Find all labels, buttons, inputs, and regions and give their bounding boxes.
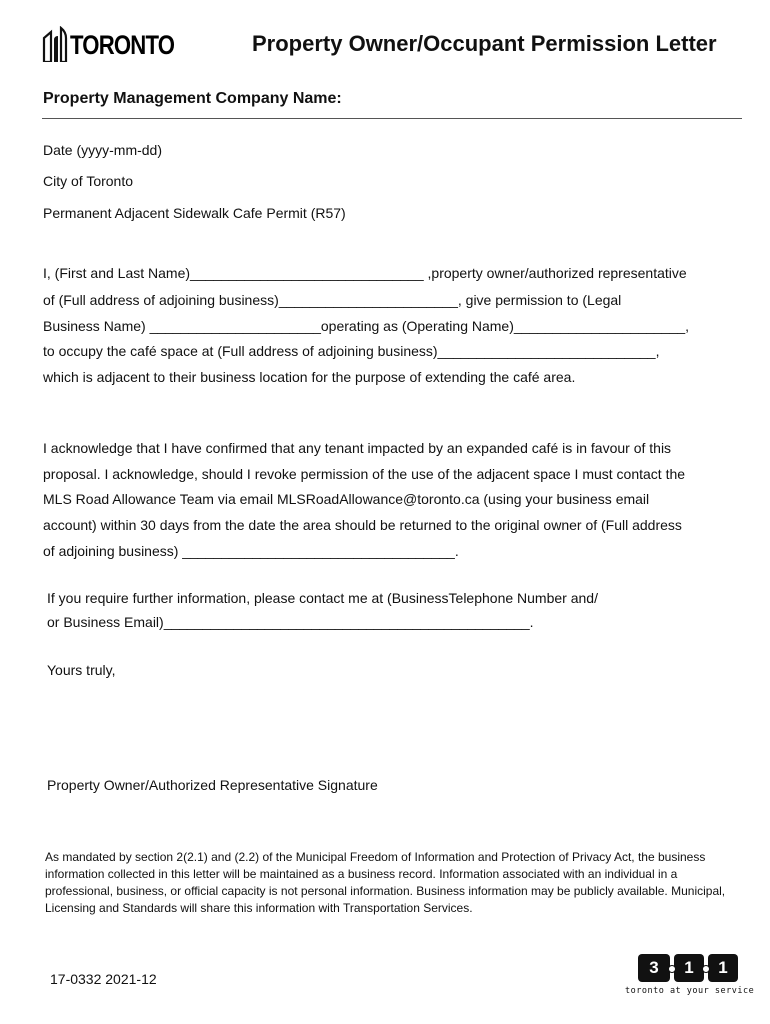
badge-connector (668, 965, 676, 973)
date-line: Date (yyyy-mm-dd) (43, 142, 163, 158)
311-badge (624, 954, 755, 1000)
body1-line: Business Name) ______________________operating as (Operating Name)______________________, (43, 318, 690, 334)
body1-line: of (Full address of adjoining business)_______________________, give permission to (Legal (43, 292, 622, 308)
body1-line: which is adjacent to their business location for the purpose of extending the café area. (43, 369, 576, 385)
badge-tagline: toronto at your service (625, 986, 755, 996)
badge-digit: 1 (708, 954, 738, 982)
body2-line: I acknowledge that I have confirmed that any tenant impacted by an expanded café is in favour of this (43, 440, 672, 456)
closing: Yours truly, (47, 662, 116, 678)
contact-line: If you require further information, please contact me at (BusinessTelephone Number and/ (47, 590, 598, 606)
badge-digit: 1 (674, 954, 704, 982)
logo-wordmark: TORONTO (70, 30, 175, 60)
body1-line: I, (First and Last Name)______________________________ ,property owner/authorized representative (43, 265, 687, 281)
badge-digit: 3 (638, 954, 670, 982)
badge-connector (702, 965, 710, 973)
city-line: City of Toronto (43, 173, 134, 189)
body2-line: of adjoining business) ___________________________________. (43, 543, 459, 559)
body2-line: proposal. I acknowledge, should I revoke permission of the use of the adjacent space I must contact the (43, 466, 686, 482)
permit-line: Permanent Adjacent Sidewalk Cafe Permit (R57) (43, 205, 346, 221)
signature-label: Property Owner/Authorized Representative Signature (47, 777, 378, 793)
body1-line: to occupy the café space at (Full address of adjoining business)____________________________, (43, 343, 660, 359)
header-divider (42, 118, 742, 119)
body2-line: account) within 30 days from the date the area should be returned to the original owner of (Full address (43, 517, 682, 533)
company-name-label: Property Management Company Name: (43, 90, 342, 107)
page-title: Property Owner/Occupant Permission Letter (252, 31, 717, 56)
contact-line: or Business Email)_______________________________________________. (47, 614, 534, 630)
body2-line: MLS Road Allowance Team via email MLSRoadAllowance@toronto.ca (using your business email (43, 491, 650, 507)
form-number: 17-0332 2021-12 (50, 971, 157, 987)
city-hall-icon (42, 26, 68, 62)
privacy-notice: As mandated by section 2(2.1) and (2.2) of the Municipal Freedom of Information and Protection of Privacy Act, the business information collected in this letter will be maintained as a business record. Information associated with an individual in a professional, business, or official capacity is not personal information. Business information may be publicly available. Municipal, Licensing and Standards will share this information with Transportation Services. (45, 850, 726, 915)
